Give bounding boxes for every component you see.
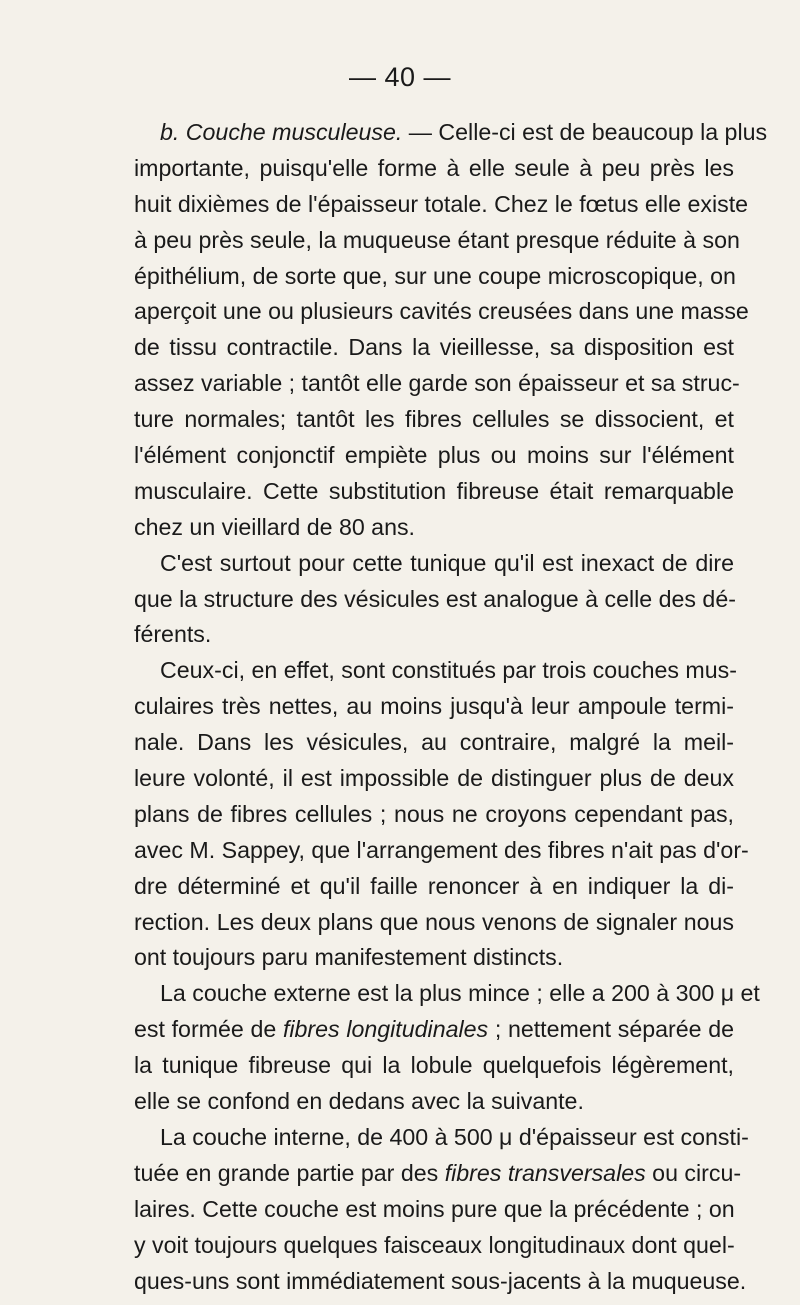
text-line: ont toujours paru manifestement distincts. bbox=[134, 944, 564, 971]
page-number: — 40 — bbox=[348, 62, 452, 92]
text-line: aperçoit une ou plusieurs cavités creusées dans une masse bbox=[134, 298, 749, 325]
text-line: La couche interne, de 400 à 500 μ d'épaisseur est consti- bbox=[160, 1123, 749, 1150]
text-line: b. Couche musculeuse. — Celle-ci est de beaucoup la plus bbox=[160, 119, 768, 145]
text-line: culaires très nettes, au moins jusqu'à leur ampoule termi- bbox=[134, 693, 734, 720]
text-line: rection. Les deux plans que nous venons de signaler nous bbox=[134, 908, 734, 935]
text-line: musculaire. Cette substitution fibreuse était remarquable bbox=[134, 477, 734, 504]
text-line: ques-uns sont immédiatement sous-jacents à la muqueuse. bbox=[134, 1267, 747, 1294]
text-line: tuée en grande partie par des fibres transversales ou circu- bbox=[134, 1159, 742, 1186]
text-line: Ceux-ci, en effet, sont constitués par trois couches mus- bbox=[160, 657, 737, 684]
text-line: ture normales; tantôt les fibres cellules se dissocient, et bbox=[134, 406, 734, 433]
text-line: que la structure des vésicules est analogue à celle des dé- bbox=[134, 585, 736, 612]
text-line: dre déterminé et qu'il faille renoncer à en indiquer la di- bbox=[134, 872, 734, 899]
text-line: importante, puisqu'elle forme à elle seule à peu près les bbox=[134, 154, 734, 181]
text-line: est formée de fibres longitudinales ; nettement séparée de bbox=[134, 1016, 735, 1043]
text-line: épithélium, de sorte que, sur une coupe microscopique, on bbox=[134, 262, 736, 289]
text-line: La couche externe est la plus mince ; elle a 200 à 300 μ et bbox=[160, 980, 760, 1007]
body-text bbox=[134, 115, 768, 1299]
text-line: la tunique fibreuse qui la lobule quelquefois légèrement, bbox=[134, 1052, 734, 1079]
text-line: l'élément conjonctif empiète plus ou moins sur l'élément bbox=[134, 442, 734, 469]
text-line: à peu près seule, la muqueuse étant presque réduite à son bbox=[134, 226, 740, 253]
text-line: elle se confond en dedans avec la suivante. bbox=[134, 1088, 584, 1115]
text-line: y voit toujours quelques faisceaux longitudinaux dont quel- bbox=[134, 1231, 735, 1258]
text-line: laires. Cette couche est moins pure que la précédente ; on bbox=[134, 1195, 735, 1222]
text-line: férents. bbox=[134, 621, 212, 648]
text-line: chez un vieillard de 80 ans. bbox=[134, 513, 416, 540]
text-line: de tissu contractile. Dans la vieillesse, sa disposition est bbox=[134, 334, 734, 361]
text-line: avec M. Sappey, que l'arrangement des fibres n'ait pas d'or- bbox=[134, 836, 749, 863]
text-line: huit dixièmes de l'épaisseur totale. Chez le fœtus elle existe bbox=[134, 190, 749, 217]
text-line: assez variable ; tantôt elle garde son épaisseur et sa struc- bbox=[134, 370, 740, 397]
text-line: nale. Dans les vésicules, au contraire, malgré la meil- bbox=[134, 729, 734, 756]
text-line: leure volonté, il est impossible de distinguer plus de deux bbox=[134, 765, 734, 792]
text-line: plans de fibres cellules ; nous ne croyons cependant pas, bbox=[134, 800, 734, 827]
text-line: C'est surtout pour cette tunique qu'il est inexact de dire bbox=[160, 549, 734, 576]
